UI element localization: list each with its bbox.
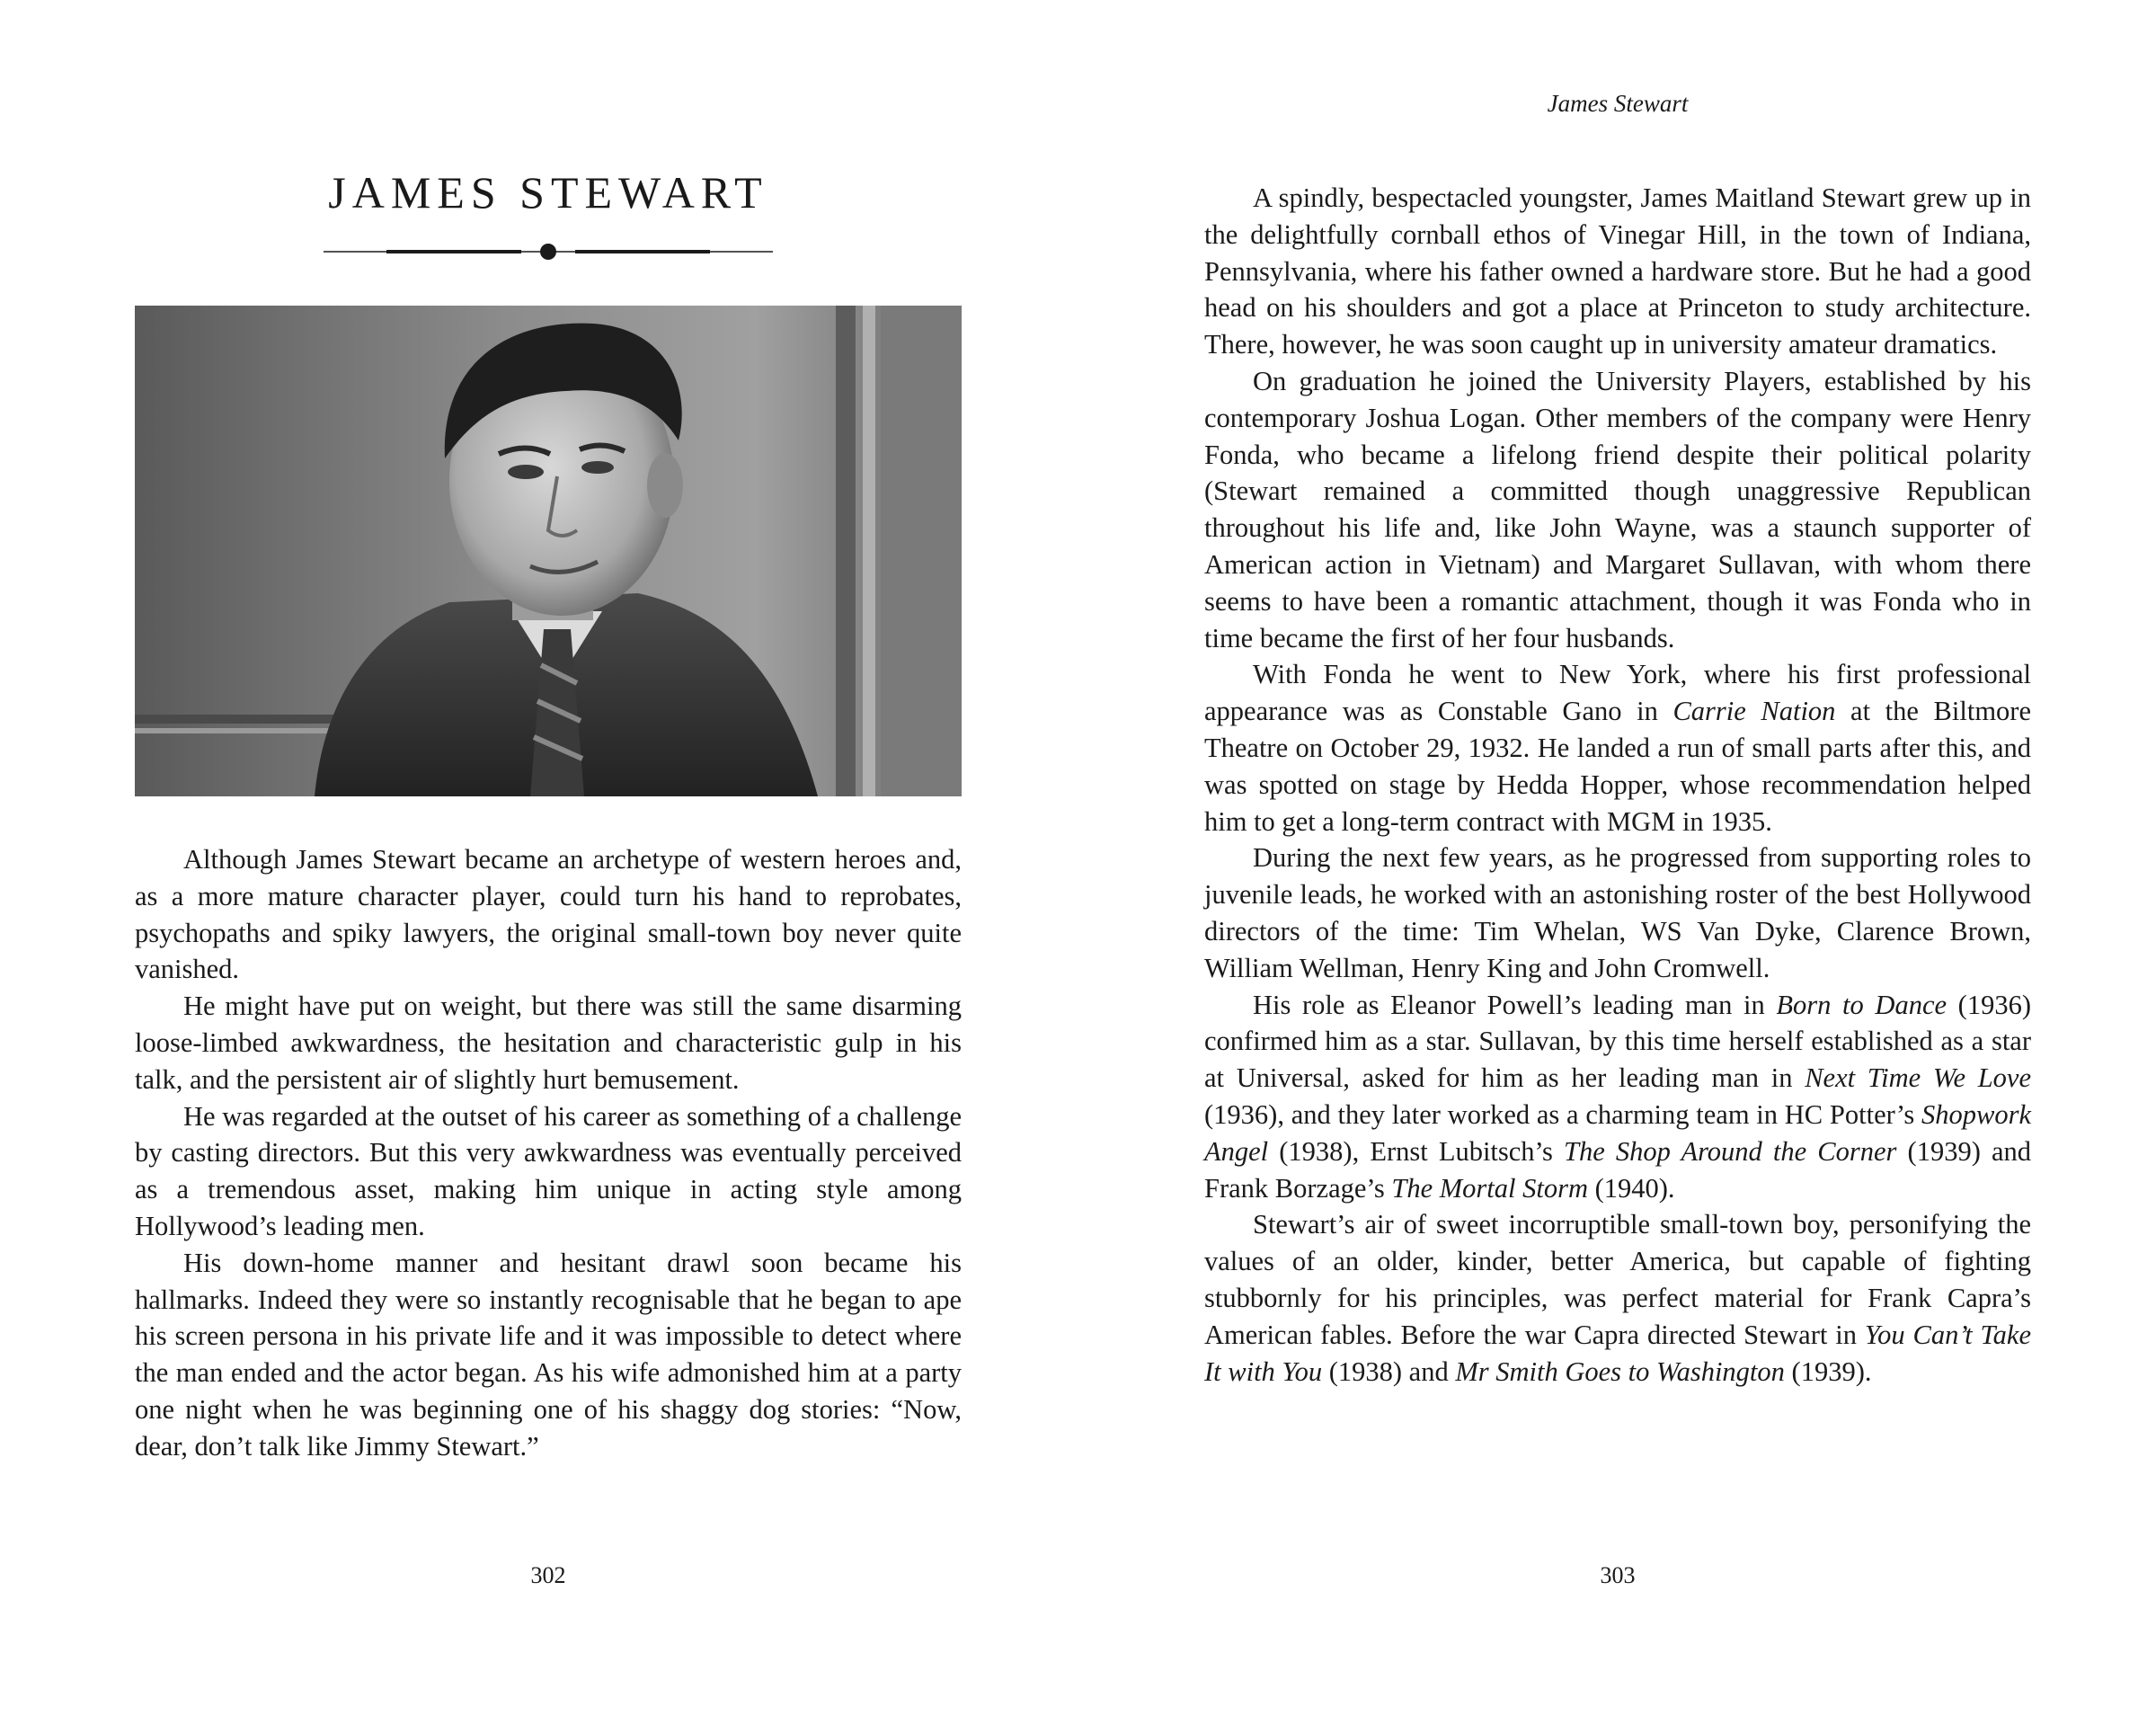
left-page <box>135 0 962 1724</box>
title-ornament-divider <box>324 241 773 262</box>
text-run: (1936), and they later worked as a charming team in HC Potter’s <box>1204 1098 1921 1130</box>
paragraph <box>1204 987 2031 1207</box>
film-title: Shopwork Angel <box>1204 1098 2031 1167</box>
paragraph <box>1204 1206 2031 1390</box>
text-run: Stewart’s air of sweet incorruptible small-town boy, personifying the values of an older, kinder, better America, but capable of fighting stubbornly for his principles, was perfect material for Frank Capra’s American fables. Before the war Capra directed Stewart in <box>1204 1209 2031 1350</box>
film-title: The Shop Around the Corner <box>1564 1135 1897 1167</box>
text-run: With Fonda he went to New York, where his first professional appearance was as Constable Gano in <box>1204 659 2031 727</box>
paragraph: His down-home manner and hesitant drawl soon became his hallmarks. Indeed they were so instantly recognisable that he began to ape his screen persona in his private life and it was impossible to detect where the man ended and the actor began. As his wife admonished him at a party one night when he was beginning one of his shaggy dog stories: “Now, dear, don’t talk like Jimmy Stewart.” <box>135 1247 962 1462</box>
text-run: (1940). <box>1587 1172 1675 1204</box>
paragraph: On graduation he joined the University Players, established by his contemporary Joshua Logan. Other members of the company were Henry Fonda, who became a lifelong friend despite their political polarity (Stewart remained a committed though unaggressive Republican throughout his life and, like John Wayne, was a staunch supporter of American action in Vietnam) and Margaret Sullavan, with whom there seems to have been a romantic attachment, though it was Fonda who in time became the first of her four husbands. <box>1204 365 2031 653</box>
paragraph: He was regarded at the outset of his career as something of a challenge by casting directors. But this very awkwardness was eventually perceived as a tremendous asset, making him unique in acting style among Hollywood’s leading men. <box>135 1100 962 1241</box>
left-body-text <box>135 841 962 1465</box>
text-run: (1939). <box>1784 1355 1872 1387</box>
film-title: Carrie Nation <box>1672 696 1836 727</box>
text-run: His role as Eleanor Powell’s leading man in <box>1253 989 1777 1020</box>
right-body-text <box>1204 180 2031 1390</box>
paragraph: During the next few years, as he progressed from supporting roles to juvenile leads, he worked with an astonishing roster of the best Hollywood directors of the time: Tim Whelan, WS Van Dyke, Clarence Brown, William Wellman, Henry King and John Cromwell. <box>1204 842 2031 983</box>
film-title: Next Time We Love <box>1805 1062 2031 1094</box>
film-title: The Mortal Storm <box>1391 1172 1588 1204</box>
paragraph: He might have put on weight, but there was still the same disarming loose-limbed awkwardness, the hesitation and characteristic gulp in his talk, and the persistent air of slightly hurt bemusement. <box>135 991 962 1095</box>
paragraph: A spindly, bespectacled youngster, James Maitland Stewart grew up in the delightfully cornball ethos of Vinegar Hill, in the town of Indiana, Pennsylvania, where his father owned a hardware store. But he had a good head on his shoulders and got a place at Princeton to study architecture. There, however, he was soon caught up in university amateur dramatics. <box>1204 182 2031 360</box>
right-page <box>1204 0 2031 1724</box>
chapter-title: JAMES STEWART <box>328 167 768 218</box>
paragraph: Although James Stewart became an archetype of western heroes and, as a more mature character player, could turn his hand to reprobates, psychopaths and spiky lawyers, the original small-town boy never quite vanished. <box>135 844 962 985</box>
paragraph <box>1204 656 2031 840</box>
text-run: (1938) and <box>1322 1355 1456 1387</box>
text-run: (1938), Ernst Lubitsch’s <box>1268 1135 1565 1167</box>
text-run: (1936) confirmed him as a star. Sullavan, by this time herself established as a star at Universal, asked for him as her leading man in <box>1204 989 2031 1094</box>
film-title: Mr Smith Goes to Washington <box>1455 1355 1785 1387</box>
page-number: 303 <box>1600 1562 1636 1588</box>
running-head: James Stewart <box>1547 90 1689 117</box>
film-title: Born to Dance <box>1776 989 1947 1020</box>
portrait-photo-image <box>135 306 962 796</box>
film-title: You Can’t Take It with You <box>1204 1319 2031 1387</box>
text-run: (1939) and Frank Borzage’s <box>1204 1135 2031 1204</box>
page-number: 302 <box>530 1562 566 1588</box>
text-run: at the Biltmore Theatre on October 29, 1932. He landed a run of small parts after this, and was spotted on stage by Hedda Hopper, whose recommendation helped him to get a long-term contract with MGM in 1935. <box>1204 696 2031 837</box>
portrait-photo <box>135 306 962 796</box>
